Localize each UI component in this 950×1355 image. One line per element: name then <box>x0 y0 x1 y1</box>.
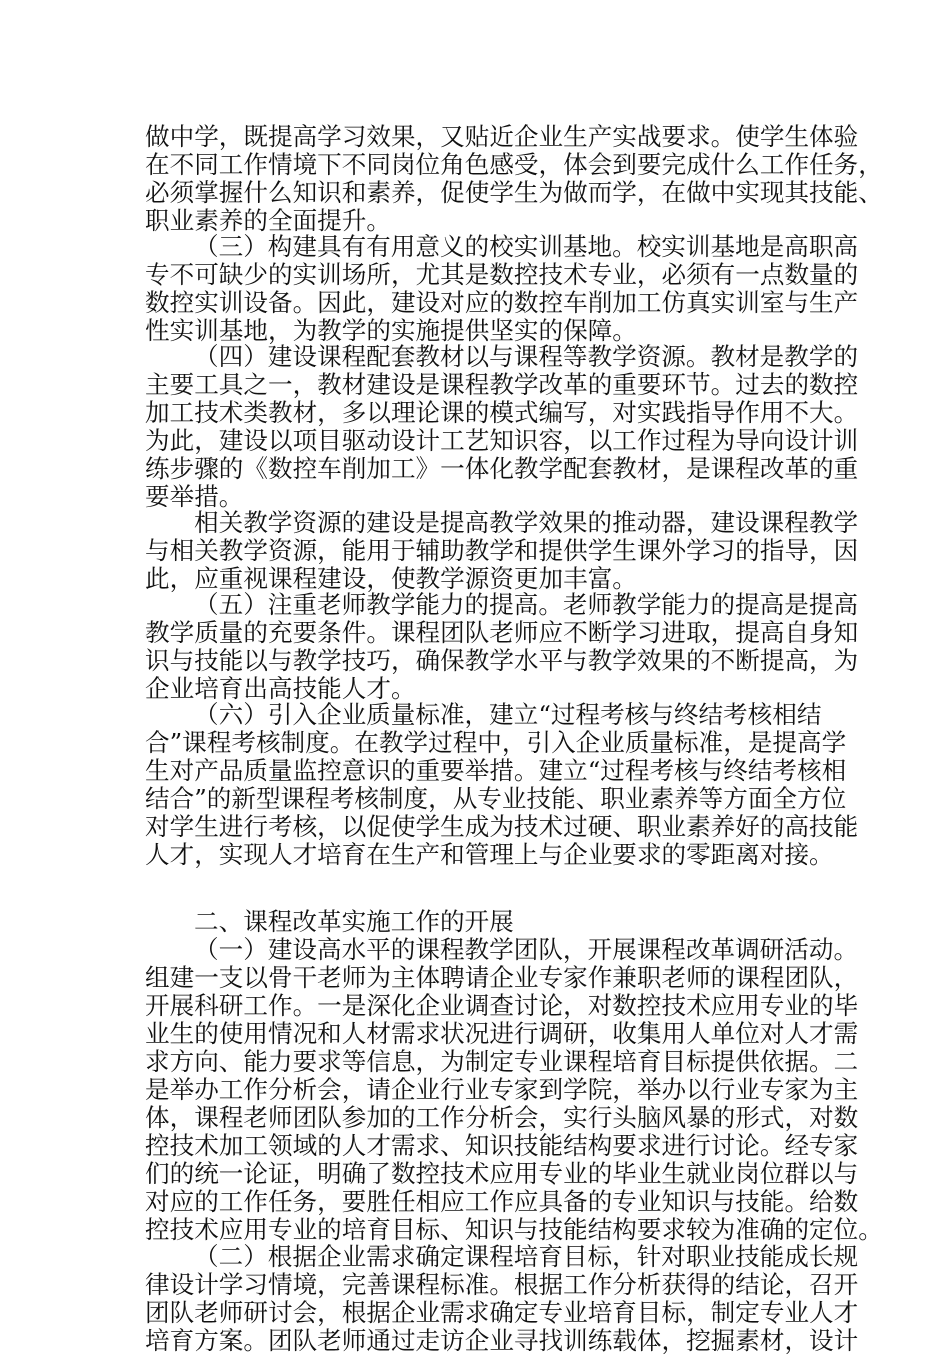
text-line: 做中学，既提高学习效果，又贴近企业生产实战要求。使学生体验 <box>145 122 859 151</box>
text-line: 结合”的新型课程考核制度，从专业技能、职业素养等方面全方位 <box>145 784 847 813</box>
text-line: 控技术加工领域的人才需求、知识技能结构要求进行讨论。经专家 <box>145 1131 859 1160</box>
text-line: 要举措。 <box>145 482 244 511</box>
text-line: 们的统一论证，明确了数控技术应用专业的毕业生就业岗位群以与 <box>145 1159 859 1188</box>
text-line: 性实训基地，为教学的实施提供坚实的保障。 <box>145 316 637 345</box>
text-line: 在不同工作情境下不同岗位角色感受，体会到要完成什么工作任务， <box>145 150 883 179</box>
text-line: 生对产品质量监控意识的重要举措。建立“过程考核与终结考核相 <box>145 756 847 785</box>
text-line: 体，课程老师团队参加的工作分析会，实行头脑风暴的形式，对数 <box>145 1103 859 1132</box>
text-line: 对应的工作任务，要胜任相应工作应具备的专业知识与技能。给数 <box>145 1187 859 1216</box>
text-line: 与相关教学资源，能用于辅助教学和提供学生课外学习的指导，因 <box>145 536 859 565</box>
paragraph-heading-2: （二）根据企业需求确定课程培育目标，针对职业技能成长规 <box>194 1242 859 1271</box>
text-line: 开展科研工作。一是深化企业调查讨论，对数控技术应用专业的毕 <box>145 991 859 1020</box>
text-line: 为此，建设以项目驱动设计工艺知识容，以工作过程为导向设计训 <box>145 426 859 455</box>
paragraph-heading-6: （六）引入企业质量标准，建立“过程考核与终结考核相结 <box>194 700 822 729</box>
text-line: 是举办工作分析会，请企业行业专家到学院，举办以行业专家为主 <box>145 1075 859 1104</box>
paragraph-heading-3: （三）构建具有有用意义的校实训基地。校实训基地是高职高 <box>194 232 859 261</box>
text-line: 求方向、能力要求等信息，为制定专业课程培育目标提供依据。二 <box>145 1047 859 1076</box>
text-line: 控技术应用专业的培育目标、知识与技能结构要求较为准确的定位。 <box>145 1215 883 1244</box>
paragraph-heading-1: （一）建设高水平的课程教学团队，开展课程改革调研活动。 <box>194 935 859 964</box>
text-line: 数控实训设备。因此，建设对应的数控车削加工仿真实训室与生产 <box>145 288 859 317</box>
section-heading: 二、课程改革实施工作的开展 <box>194 907 514 936</box>
text-line: 业生的使用情况和人材需求状况进行调研，收集用人单位对人才需 <box>145 1019 859 1048</box>
text-line: 团队老师研讨会，根据企业需求确定专业培育目标，制定专业人才 <box>145 1298 859 1327</box>
text-line: 企业培育出高技能人才。 <box>145 674 416 703</box>
text-line: 主要工具之一，教材建设是课程教学改革的重要环节。过去的数控 <box>145 370 859 399</box>
paragraph-heading-4: （四）建设课程配套教材以与课程等教学资源。教材是教学的 <box>194 342 859 371</box>
text-line: 识与技能以与教学技巧，确保教学水平与教学效果的不断提高，为 <box>145 646 859 675</box>
paragraph-start: 相关教学资源的建设是提高教学效果的推动器，建设课程教学 <box>194 508 859 537</box>
text-line: 练步骤的《数控车削加工》一体化教学配套教材，是课程改革的重 <box>145 454 859 483</box>
text-line: 律设计学习情境，完善课程标准。根据工作分析获得的结论，召开 <box>145 1270 859 1299</box>
text-line: 人才，实现人才培育在生产和管理上与企业要求的零距离对接。 <box>145 840 834 869</box>
paragraph-heading-5: （五）注重老师教学能力的提高。老师教学能力的提高是提高 <box>194 590 859 619</box>
text-line: 专不可缺少的实训场所，尤其是数控技术专业，必须有一点数量的 <box>145 260 859 289</box>
text-line: 必须掌握什么知识和素养，促使学生为做而学，在做中实现其技能、 <box>145 178 883 207</box>
text-line: 对学生进行考核，以促使学生成为技术过硬、职业素养好的高技能 <box>145 812 859 841</box>
text-line: 合”课程考核制度。在教学过程中，引入企业质量标准，是提高学 <box>145 728 847 757</box>
text-line: 培育方案。团队老师通过走访企业寻找训练载体，挖掘素材，设计 <box>145 1326 859 1355</box>
text-line: 组建一支以骨干老师为主体聘请企业专家作兼职老师的课程团队， <box>145 963 859 992</box>
text-line: 此，应重视课程建设，使教学源资更加丰富。 <box>145 564 637 593</box>
text-line: 加工技术类教材，多以理论课的模式编写，对实践指导作用不大。 <box>145 398 859 427</box>
text-line: 职业素养的全面提升。 <box>145 206 391 235</box>
text-line: 教学质量的充要条件。课程团队老师应不断学习进取，提高自身知 <box>145 618 859 647</box>
